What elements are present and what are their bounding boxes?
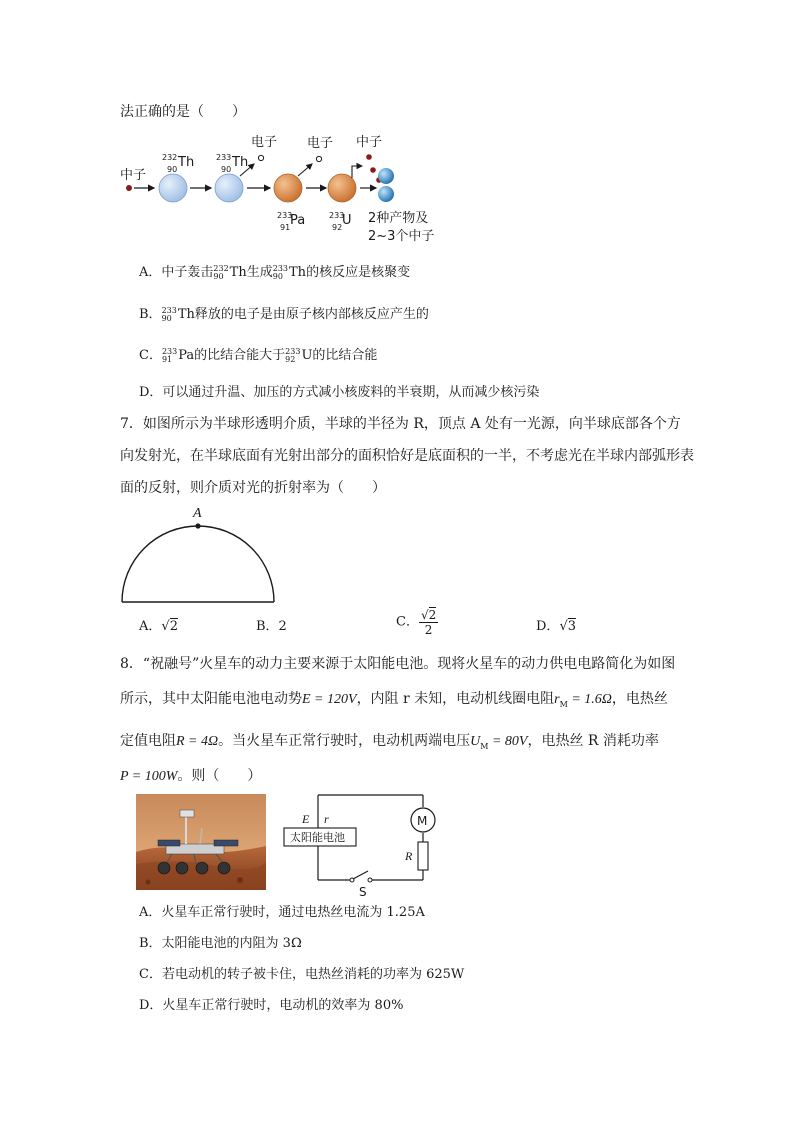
q8-option-b[interactable]: B．太阳能电池的内阻为 3Ω <box>139 936 302 951</box>
internal-r-label: r <box>324 812 329 826</box>
q7-line-1: 7．如图所示为半球形透明介质，半球的半径为 R，顶点 A 处有一光源，向半球底部各个方 <box>120 416 681 432</box>
q8-option-c[interactable]: C．若电动机的转子被卡住，电热丝消耗的功率为 625W <box>139 967 465 982</box>
svg-text:233: 233 <box>329 211 345 220</box>
product-1 <box>378 168 394 184</box>
q6-option-c[interactable]: C． 233 91 Pa的比结合能大于 233 92 U的比结合能 <box>139 346 378 364</box>
q7-option-d[interactable]: D．√3 <box>536 619 577 634</box>
svg-text:232: 232 <box>162 153 178 162</box>
light-source-point <box>195 523 200 528</box>
th233-nucleus <box>215 174 243 202</box>
svg-text:2种产物及: 2种产物及 <box>368 211 429 226</box>
motor-label: M <box>417 814 428 828</box>
out-neutron-2 <box>370 167 376 173</box>
q8-line-3: 定值电阻R = 4Ω。当火星车正常行驶时，电动机两端电压$U_M = 80V$，电热丝 R 消耗功率 <box>120 733 659 751</box>
svg-text:Th: Th <box>232 155 249 170</box>
electron-1 <box>258 155 263 160</box>
svg-text:92: 92 <box>332 223 343 232</box>
svg-text:233: 233 <box>277 211 293 220</box>
emf-label: E <box>302 812 310 826</box>
q6-reaction-diagram <box>110 130 450 250</box>
q8-circuit-diagram <box>280 790 440 900</box>
svg-text:91: 91 <box>280 223 291 232</box>
q7-option-a[interactable]: A．√2 <box>139 619 178 634</box>
pa233-nucleus <box>274 174 302 202</box>
hemisphere-arc <box>122 526 274 602</box>
q7-line-3: 面的反射，则介质对光的折射率为（ ） <box>120 480 386 496</box>
svg-text:Pa: Pa <box>290 213 306 228</box>
out-neutron-1 <box>366 154 372 160</box>
q6-stem-tail: 法正确的是（ ） <box>120 104 246 120</box>
svg-text:U: U <box>342 213 352 228</box>
battery-label: 太阳能电池 <box>290 831 345 844</box>
q7-hemisphere-diagram <box>116 500 281 608</box>
q7-line-2: 向发射光，在半球底面有光射出部分的面积恰好是底面积的一半，不考虑光在半球内部弧形表 <box>120 448 694 464</box>
heater-resistor <box>418 842 428 870</box>
svg-text:90: 90 <box>167 165 178 174</box>
electron-2 <box>316 156 321 161</box>
q7-option-b[interactable]: B．2 <box>256 619 287 634</box>
product-2 <box>378 186 394 202</box>
incoming-neutron <box>126 185 132 191</box>
switch <box>353 871 368 879</box>
svg-text:Th: Th <box>178 155 195 170</box>
svg-text:90: 90 <box>221 165 232 174</box>
svg-text:2~3个中子: 2~3个中子 <box>368 229 435 244</box>
q6-option-d[interactable]: D．可以通过升温、加压的方式减小核废料的半衰期，从而减少核污染 <box>139 385 540 400</box>
svg-text:电子: 电子 <box>251 135 278 150</box>
q8-line-2: 所示，其中太阳能电池电动势E = 120V，内阻 r 未知，电动机线圈电阻$r_M = 1.6\Omega$，电热丝 <box>120 691 668 709</box>
q7-option-c[interactable]: C． $\frac{√2}{2}$ <box>396 608 437 637</box>
q8-option-a[interactable]: A．火星车正常行驶时，通过电热丝电流为 1.25A <box>139 905 425 920</box>
th232-nucleus <box>159 174 187 202</box>
switch-label: S <box>359 885 367 899</box>
q6-option-b[interactable]: B． 233 90 Th释放的电子是由原子核内部核反应产生的 <box>139 305 429 323</box>
svg-text:233: 233 <box>216 153 232 162</box>
resistor-label: R <box>405 849 413 863</box>
q6-option-a[interactable]: A．中子轰击 232 90 Th生成 233 90 Th的核反应是核聚变 <box>139 263 411 281</box>
neutron-label: 中子 <box>120 168 147 183</box>
point-a-label: A <box>193 506 202 521</box>
mars-rover-photo <box>136 794 266 890</box>
svg-text:中子: 中子 <box>356 135 383 150</box>
q8-line-1: 8．“祝融号”火星车的动力主要来源于太阳能电池。现将火星车的动力供电电路简化为如图 <box>120 656 676 672</box>
svg-text:电子: 电子 <box>307 136 334 151</box>
q8-line-4: P = 100W。则（ ） <box>120 768 262 784</box>
u233-nucleus <box>328 174 356 202</box>
q8-option-d[interactable]: D．火星车正常行驶时，电动机的效率为 80% <box>139 998 404 1013</box>
